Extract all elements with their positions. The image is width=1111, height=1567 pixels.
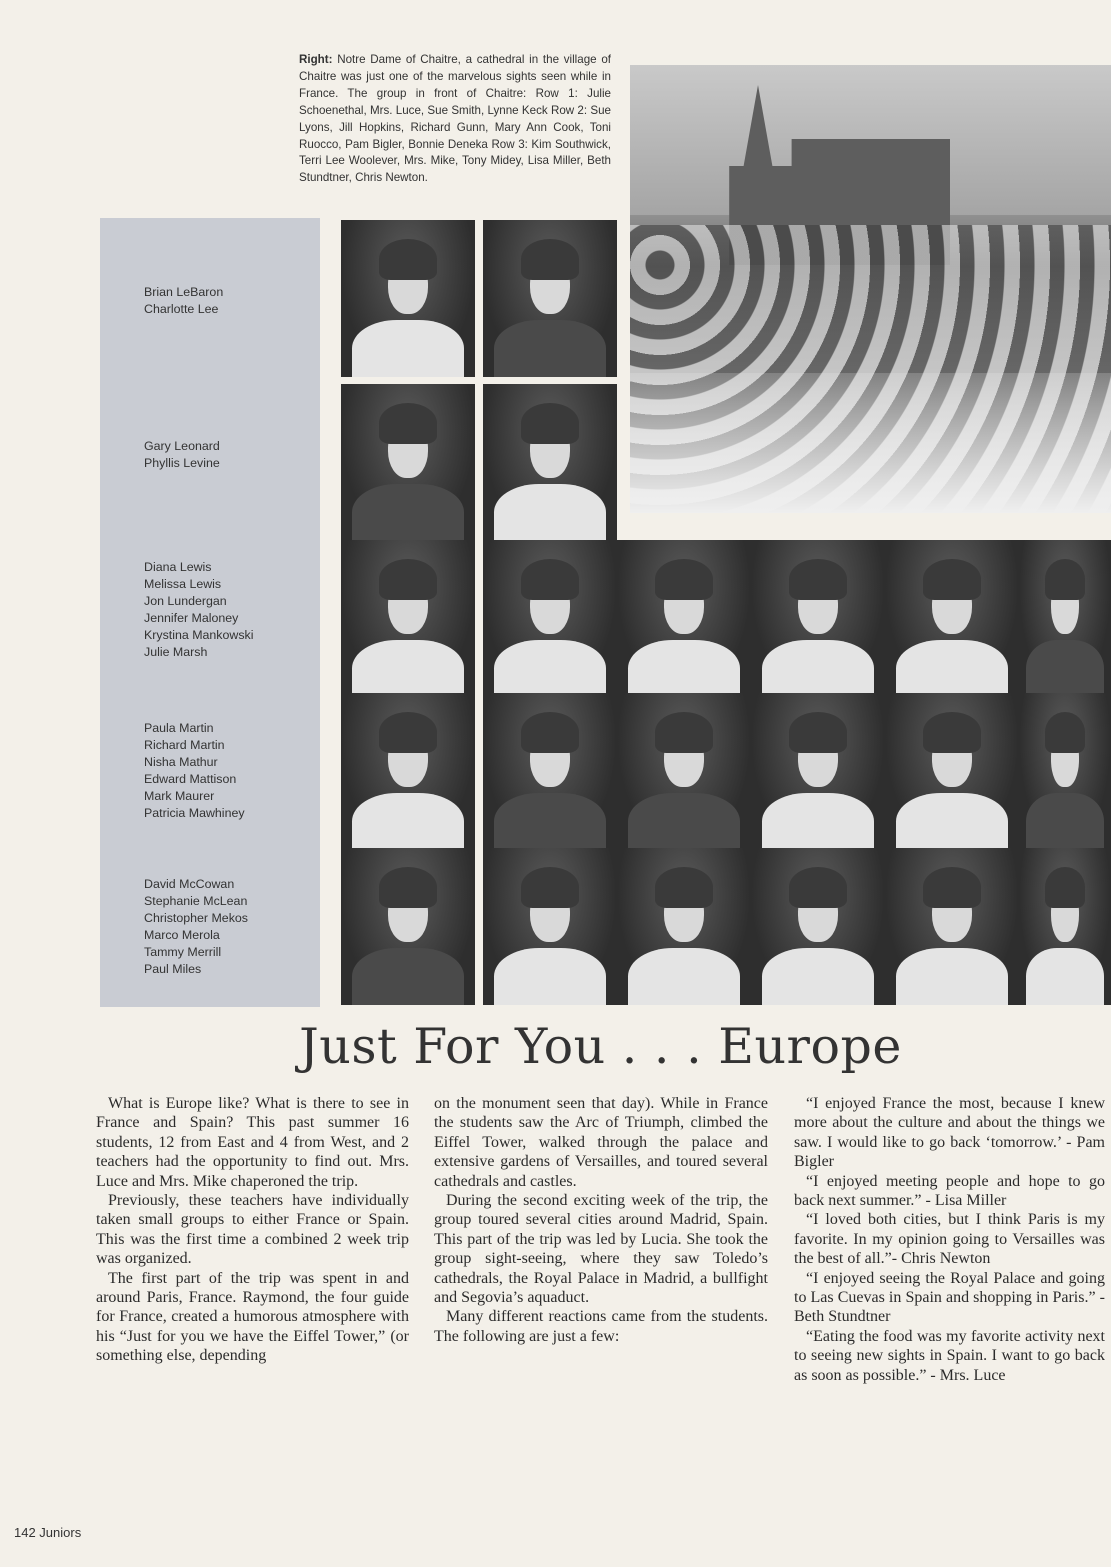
paragraph: Many different reactions came from the students. The following are just a few: [434, 1308, 768, 1345]
name-group-1 [144, 284, 223, 318]
portrait-photo [617, 540, 751, 697]
name-group-4 [144, 720, 245, 822]
student-name: Krystina Mankowski [144, 628, 254, 642]
portrait-photo [751, 693, 885, 850]
student-name: Paula Martin [144, 721, 214, 735]
portrait-photo [1019, 693, 1111, 850]
quote: “I enjoyed meeting people and hope to go back next summer.” - Lisa Miller [794, 1172, 1105, 1210]
student-name: Jennifer Maloney [144, 611, 239, 625]
student-name: Melissa Lewis [144, 577, 222, 591]
quote: “I enjoyed seeing the Royal Palace and going to Las Cuevas in Spain and shopping in Paris.” - Beth Stundtner [794, 1269, 1105, 1326]
quote: “Eating the food was my favorite activity next to seeing new sights in Spain. I want to go back as soon as possible.” - Mrs. Luce [794, 1327, 1105, 1384]
portrait-photo [341, 384, 475, 541]
article-column-1 [96, 1094, 409, 1366]
student-name: Charlotte Lee [144, 302, 219, 316]
group-photo-cathedral [630, 65, 1111, 513]
portrait-photo [1019, 848, 1111, 1005]
portrait-photo [885, 693, 1019, 850]
portrait-photo [885, 540, 1019, 697]
portrait-photo [617, 848, 751, 1005]
page-folio: 142 Juniors [14, 1525, 82, 1540]
student-name: Diana Lewis [144, 560, 212, 574]
caption-text: Notre Dame of Chaitre, a cathedral in the village of Chaitre was just one of the marvelous sights seen while in France. The group in front of Chaitre: Row 1: Julie Schoenethal, Mrs. Luce, Sue Smith, Lynne Keck Row 2: Sue Lyons, Jill Hopkins, Richard Gunn, Mary Ann Cook, Toni Ruocco, Pam Bigler, Bonnie Deneka Row 3: Kim Southwick, Terri Lee Woolever, Mrs. Mike, Tony Midey, Lisa Miller, Beth Stundtner, Chris Newton. [299, 53, 611, 185]
caption-lead: Right: [299, 53, 333, 66]
paragraph: Previously, these teachers have individually taken small groups to either France or Spain. This was the first time a combined 2 week trip was organized. [96, 1192, 409, 1268]
portrait-photo [341, 693, 475, 850]
name-group-2 [144, 438, 220, 472]
student-name: Mark Maurer [144, 789, 215, 803]
portrait-photo [341, 848, 475, 1005]
name-group-3 [144, 559, 253, 661]
student-name: Julie Marsh [144, 645, 208, 659]
paragraph: on the monument seen that day). While in France the students saw the Arc of Triumph, climbed the Eiffel Tower, walked through the palace and extensive gardens of Versailles, and toured several cathedrals and castles. [434, 1095, 768, 1190]
paragraph: What is Europe like? What is there to see in France and Spain? This past summer 16 students, 12 from East and 4 from West, and 2 teachers had the opportunity to find out. Mrs. Luce and Mrs. Mike chaperoned the trip. [96, 1095, 409, 1190]
student-name: Phyllis Levine [144, 456, 220, 470]
student-name: Tammy Merrill [144, 945, 222, 959]
portrait-photo [751, 848, 885, 1005]
portrait-photo [483, 540, 617, 697]
student-name: Stephanie McLean [144, 894, 248, 908]
quote: “I enjoyed France the most, because I knew more about the culture and about the things we saw. I would like to go back ‘tomorrow.’ - Pam Bigler [794, 1095, 1105, 1171]
paragraph: During the second exciting week of the trip, the group toured several cities around Madrid, Spain. This part of the trip was led by Lucia. She took the group sight-seeing, where they saw Toledo’s cathedrals, the Royal Palace in Madrid, a bullfight and Segovia’s aquaduct. [434, 1192, 768, 1307]
paragraph: The first part of the trip was spent in and around Paris, France. Raymond, the four guide for France, created a humorous atmosphere with his “Just for you we have the Eiffel Tower,” (or something else, depending [96, 1269, 409, 1365]
article-column-2 [434, 1094, 768, 1346]
portrait-photo [751, 540, 885, 697]
student-name: Brian LeBaron [144, 285, 224, 299]
student-name: Nisha Mathur [144, 755, 218, 769]
name-group-5 [144, 876, 248, 978]
photo-caption [299, 52, 611, 187]
student-name: Richard Martin [144, 738, 225, 752]
quote: “I loved both cities, but I think Paris is my favorite. In my opinion going to Versailles was the best of all.”- Chris Newton [794, 1211, 1105, 1268]
article-title: Just For You . . . Europe [299, 1018, 902, 1075]
article-column-3 [794, 1094, 1105, 1385]
portrait-photo [483, 848, 617, 1005]
student-name: Christopher Mekos [144, 911, 248, 925]
student-name: Patricia Mawhiney [144, 806, 245, 820]
portrait-photo [341, 540, 475, 697]
portrait-photo [885, 848, 1019, 1005]
names-panel [100, 218, 320, 1007]
student-name: Jon Lundergan [144, 594, 227, 608]
portrait-photo [1019, 540, 1111, 697]
student-name: Gary Leonard [144, 439, 220, 453]
portrait-photo [483, 384, 617, 541]
portrait-photo [483, 693, 617, 850]
student-name: Marco Merola [144, 928, 220, 942]
portrait-photo [483, 220, 617, 377]
portrait-photo [617, 693, 751, 850]
student-name: Paul Miles [144, 962, 202, 976]
portrait-photo [341, 220, 475, 377]
student-name: Edward Mattison [144, 772, 237, 786]
student-name: David McCowan [144, 877, 235, 891]
